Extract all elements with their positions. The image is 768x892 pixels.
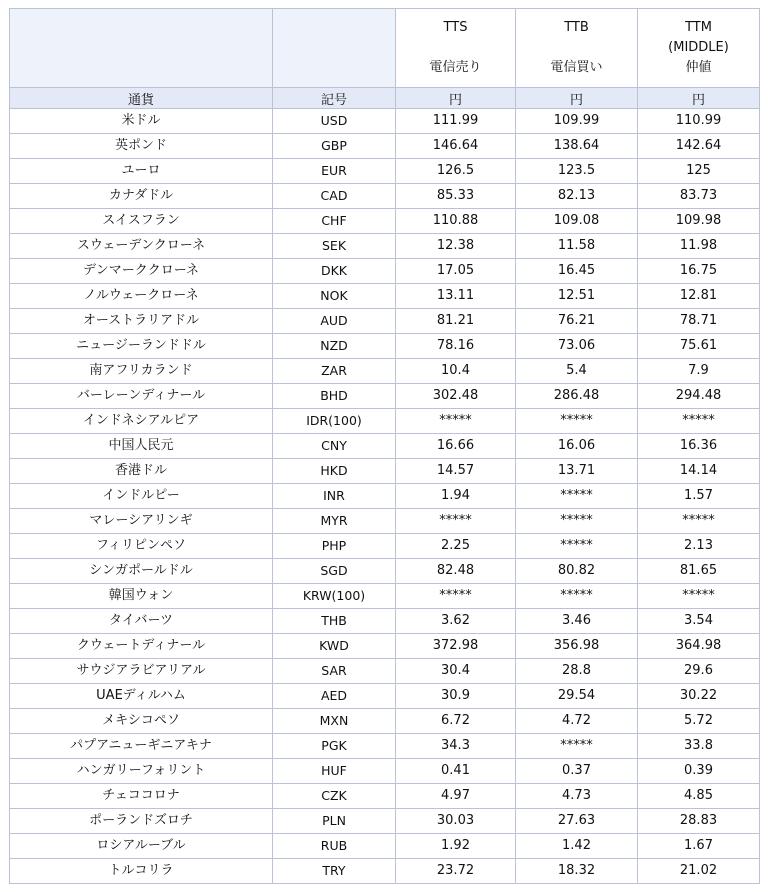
currency-code-cell: MYR [273, 509, 396, 534]
table-row [10, 159, 760, 184]
tts-rate-cell: 6.72 [396, 709, 516, 734]
header-ttb-subtitle: 電信買い [550, 60, 603, 75]
ttb-rate-cell: ***** [516, 409, 638, 434]
rates-table-body [10, 109, 760, 884]
tts-rate-cell: 302.48 [396, 384, 516, 409]
currency-code-cell: PHP [273, 534, 396, 559]
currency-name-cell: サウジアラビアリアル [10, 659, 273, 684]
ttb-rate-cell: 4.72 [516, 709, 638, 734]
tts-rate-cell: 1.94 [396, 484, 516, 509]
table-row [10, 684, 760, 709]
ttb-rate-cell: 123.5 [516, 159, 638, 184]
tts-rate-cell: 3.62 [396, 609, 516, 634]
currency-name-cell: チェココロナ [10, 784, 273, 809]
ttb-rate-cell: 76.21 [516, 309, 638, 334]
table-row [10, 859, 760, 884]
header-tts-subtitle: 電信売り [429, 60, 482, 75]
tts-rate-cell: 82.48 [396, 559, 516, 584]
currency-name-cell: バーレーンディナール [10, 384, 273, 409]
unit-tts: 円 [396, 88, 516, 109]
table-row [10, 484, 760, 509]
tts-rate-cell: 14.57 [396, 459, 516, 484]
currency-name-cell: ポーランドズロチ [10, 809, 273, 834]
currency-name-cell: スウェーデンクローネ [10, 234, 273, 259]
ttm-rate-cell: 109.98 [638, 209, 760, 234]
tts-rate-cell: 13.11 [396, 284, 516, 309]
tts-rate-cell: 16.66 [396, 434, 516, 459]
header-ttm [638, 9, 760, 88]
currency-name-cell: フィリピンペソ [10, 534, 273, 559]
currency-code-cell: ZAR [273, 359, 396, 384]
table-row [10, 809, 760, 834]
currency-name-cell: デンマーククローネ [10, 259, 273, 284]
ttb-rate-cell: 3.46 [516, 609, 638, 634]
ttb-rate-cell: 1.42 [516, 834, 638, 859]
currency-name-cell: トルコリラ [10, 859, 273, 884]
header-blank-currency [10, 9, 273, 88]
currency-code-cell: HKD [273, 459, 396, 484]
table-row [10, 309, 760, 334]
ttm-rate-cell: 1.57 [638, 484, 760, 509]
header-row-titles [10, 9, 760, 88]
table-row [10, 559, 760, 584]
ttm-rate-cell: 78.71 [638, 309, 760, 334]
tts-rate-cell: 12.38 [396, 234, 516, 259]
currency-code-cell: GBP [273, 134, 396, 159]
table-row [10, 109, 760, 134]
ttm-rate-cell: 14.14 [638, 459, 760, 484]
ttb-rate-cell: 28.8 [516, 659, 638, 684]
table-row [10, 534, 760, 559]
currency-code-cell: AED [273, 684, 396, 709]
ttb-rate-cell: 4.73 [516, 784, 638, 809]
currency-name-cell: 香港ドル [10, 459, 273, 484]
table-row [10, 784, 760, 809]
tts-rate-cell: 34.3 [396, 734, 516, 759]
ttb-rate-cell: 109.99 [516, 109, 638, 134]
tts-rate-cell: 4.97 [396, 784, 516, 809]
currency-name-cell: マレーシアリンギ [10, 509, 273, 534]
unit-ttm: 円 [638, 88, 760, 109]
table-row [10, 634, 760, 659]
currency-code-cell: EUR [273, 159, 396, 184]
currency-name-cell: インドネシアルピア [10, 409, 273, 434]
currency-code-cell: KRW(100) [273, 584, 396, 609]
currency-code-cell: NZD [273, 334, 396, 359]
currency-name-cell: 米ドル [10, 109, 273, 134]
ttm-rate-cell: 83.73 [638, 184, 760, 209]
table-row [10, 759, 760, 784]
currency-code-cell: HUF [273, 759, 396, 784]
currency-name-cell: ロシアルーブル [10, 834, 273, 859]
tts-rate-cell: ***** [396, 509, 516, 534]
ttb-rate-cell: 29.54 [516, 684, 638, 709]
ttm-rate-cell: 2.13 [638, 534, 760, 559]
ttm-rate-cell: 33.8 [638, 734, 760, 759]
ttm-rate-cell: 0.39 [638, 759, 760, 784]
unit-ttb: 円 [516, 88, 638, 109]
ttb-rate-cell: 80.82 [516, 559, 638, 584]
currency-name-cell: シンガポールドル [10, 559, 273, 584]
tts-rate-cell: 126.5 [396, 159, 516, 184]
tts-rate-cell: ***** [396, 409, 516, 434]
ttb-rate-cell: 13.71 [516, 459, 638, 484]
ttm-rate-cell: 7.9 [638, 359, 760, 384]
tts-rate-cell: 30.9 [396, 684, 516, 709]
currency-name-cell: ノルウェークローネ [10, 284, 273, 309]
tts-rate-cell: 85.33 [396, 184, 516, 209]
ttb-rate-cell: 16.06 [516, 434, 638, 459]
table-row [10, 584, 760, 609]
ttm-rate-cell: ***** [638, 584, 760, 609]
header-tts-title: TTS [443, 20, 468, 35]
table-row [10, 609, 760, 634]
ttm-rate-cell: 1.67 [638, 834, 760, 859]
header-row-units [10, 88, 760, 109]
currency-name-cell: タイバーツ [10, 609, 273, 634]
tts-rate-cell: 17.05 [396, 259, 516, 284]
ttm-rate-cell: 30.22 [638, 684, 760, 709]
ttb-rate-cell: ***** [516, 534, 638, 559]
currency-name-cell: ユーロ [10, 159, 273, 184]
currency-name-cell: ハンガリーフォリント [10, 759, 273, 784]
ttm-rate-cell: 75.61 [638, 334, 760, 359]
tts-rate-cell: 30.4 [396, 659, 516, 684]
ttb-rate-cell: 73.06 [516, 334, 638, 359]
currency-code-cell: PLN [273, 809, 396, 834]
currency-code-cell: RUB [273, 834, 396, 859]
ttb-rate-cell: ***** [516, 509, 638, 534]
currency-code-cell: IDR(100) [273, 409, 396, 434]
table-row [10, 259, 760, 284]
table-row [10, 734, 760, 759]
currency-code-cell: SGD [273, 559, 396, 584]
tts-rate-cell: 0.41 [396, 759, 516, 784]
ttb-rate-cell: 109.08 [516, 209, 638, 234]
ttm-rate-cell: 29.6 [638, 659, 760, 684]
tts-rate-cell: 1.92 [396, 834, 516, 859]
ttm-rate-cell: 142.64 [638, 134, 760, 159]
header-blank-symbol [273, 9, 396, 88]
ttb-rate-cell: ***** [516, 484, 638, 509]
ttm-rate-cell: 364.98 [638, 634, 760, 659]
table-row [10, 359, 760, 384]
table-row [10, 184, 760, 209]
tts-rate-cell: 10.4 [396, 359, 516, 384]
currency-code-cell: DKK [273, 259, 396, 284]
table-row [10, 234, 760, 259]
table-row [10, 334, 760, 359]
tts-rate-cell: 111.99 [396, 109, 516, 134]
header-ttb [516, 9, 638, 88]
ttb-rate-cell: 16.45 [516, 259, 638, 284]
currency-name-cell: クウェートディナール [10, 634, 273, 659]
currency-code-cell: MXN [273, 709, 396, 734]
ttb-rate-cell: 138.64 [516, 134, 638, 159]
ttb-rate-cell: 82.13 [516, 184, 638, 209]
currency-name-cell: UAEディルハム [10, 684, 273, 709]
table-row [10, 659, 760, 684]
ttb-rate-cell: 286.48 [516, 384, 638, 409]
ttm-rate-cell: 294.48 [638, 384, 760, 409]
table-row [10, 209, 760, 234]
table-row [10, 709, 760, 734]
ttb-rate-cell: ***** [516, 734, 638, 759]
currency-code-cell: AUD [273, 309, 396, 334]
currency-code-cell: SEK [273, 234, 396, 259]
currency-code-cell: BHD [273, 384, 396, 409]
ttb-rate-cell: 18.32 [516, 859, 638, 884]
currency-code-cell: PGK [273, 734, 396, 759]
currency-code-cell: NOK [273, 284, 396, 309]
ttb-rate-cell: 0.37 [516, 759, 638, 784]
ttm-rate-cell: 21.02 [638, 859, 760, 884]
table-row [10, 509, 760, 534]
ttm-rate-cell: ***** [638, 409, 760, 434]
header-tts [396, 9, 516, 88]
table-row [10, 409, 760, 434]
header-ttm-title-middle: (MIDDLE) [668, 40, 729, 55]
currency-name-cell: スイスフラン [10, 209, 273, 234]
header-ttb-spacer [516, 38, 637, 58]
tts-rate-cell: 23.72 [396, 859, 516, 884]
table-row [10, 284, 760, 309]
ttb-rate-cell: 11.58 [516, 234, 638, 259]
ttb-rate-cell: 356.98 [516, 634, 638, 659]
ttm-rate-cell: 28.83 [638, 809, 760, 834]
currency-name-cell: インドルピー [10, 484, 273, 509]
ttm-rate-cell: 11.98 [638, 234, 760, 259]
currency-code-cell: CZK [273, 784, 396, 809]
table-row [10, 134, 760, 159]
currency-code-cell: CNY [273, 434, 396, 459]
column-header-currency: 通貨 [10, 88, 273, 109]
tts-rate-cell: 2.25 [396, 534, 516, 559]
ttm-rate-cell: 16.36 [638, 434, 760, 459]
table-row [10, 459, 760, 484]
currency-code-cell: SAR [273, 659, 396, 684]
currency-name-cell: カナダドル [10, 184, 273, 209]
currency-name-cell: 南アフリカランド [10, 359, 273, 384]
currency-name-cell: オーストラリアドル [10, 309, 273, 334]
ttm-rate-cell: 16.75 [638, 259, 760, 284]
currency-code-cell: CHF [273, 209, 396, 234]
ttm-rate-cell: 3.54 [638, 609, 760, 634]
tts-rate-cell: 30.03 [396, 809, 516, 834]
tts-rate-cell: 81.21 [396, 309, 516, 334]
tts-rate-cell: ***** [396, 584, 516, 609]
header-ttm-subtitle: 仲値 [685, 60, 712, 75]
tts-rate-cell: 110.88 [396, 209, 516, 234]
ttm-rate-cell: ***** [638, 509, 760, 534]
currency-code-cell: TRY [273, 859, 396, 884]
currency-code-cell: THB [273, 609, 396, 634]
currency-name-cell: 韓国ウォン [10, 584, 273, 609]
currency-code-cell: INR [273, 484, 396, 509]
ttm-rate-cell: 5.72 [638, 709, 760, 734]
header-tts-spacer [396, 38, 515, 58]
currency-code-cell: USD [273, 109, 396, 134]
ttm-rate-cell: 4.85 [638, 784, 760, 809]
currency-name-cell: ニュージーランドドル [10, 334, 273, 359]
currency-code-cell: KWD [273, 634, 396, 659]
tts-rate-cell: 78.16 [396, 334, 516, 359]
table-row [10, 434, 760, 459]
tts-rate-cell: 372.98 [396, 634, 516, 659]
column-header-symbol: 記号 [273, 88, 396, 109]
ttm-rate-cell: 81.65 [638, 559, 760, 584]
ttm-rate-cell: 12.81 [638, 284, 760, 309]
ttb-rate-cell: ***** [516, 584, 638, 609]
ttb-rate-cell: 27.63 [516, 809, 638, 834]
exchange-rates-table [9, 8, 760, 884]
table-row [10, 834, 760, 859]
header-ttb-title: TTB [564, 20, 589, 35]
currency-name-cell: 英ポンド [10, 134, 273, 159]
ttm-rate-cell: 110.99 [638, 109, 760, 134]
ttm-rate-cell: 125 [638, 159, 760, 184]
currency-name-cell: 中国人民元 [10, 434, 273, 459]
currency-name-cell: メキシコペソ [10, 709, 273, 734]
ttb-rate-cell: 12.51 [516, 284, 638, 309]
currency-code-cell: CAD [273, 184, 396, 209]
ttb-rate-cell: 5.4 [516, 359, 638, 384]
currency-name-cell: パプアニューギニアキナ [10, 734, 273, 759]
table-row [10, 384, 760, 409]
tts-rate-cell: 146.64 [396, 134, 516, 159]
header-ttm-title: TTM [685, 20, 712, 35]
